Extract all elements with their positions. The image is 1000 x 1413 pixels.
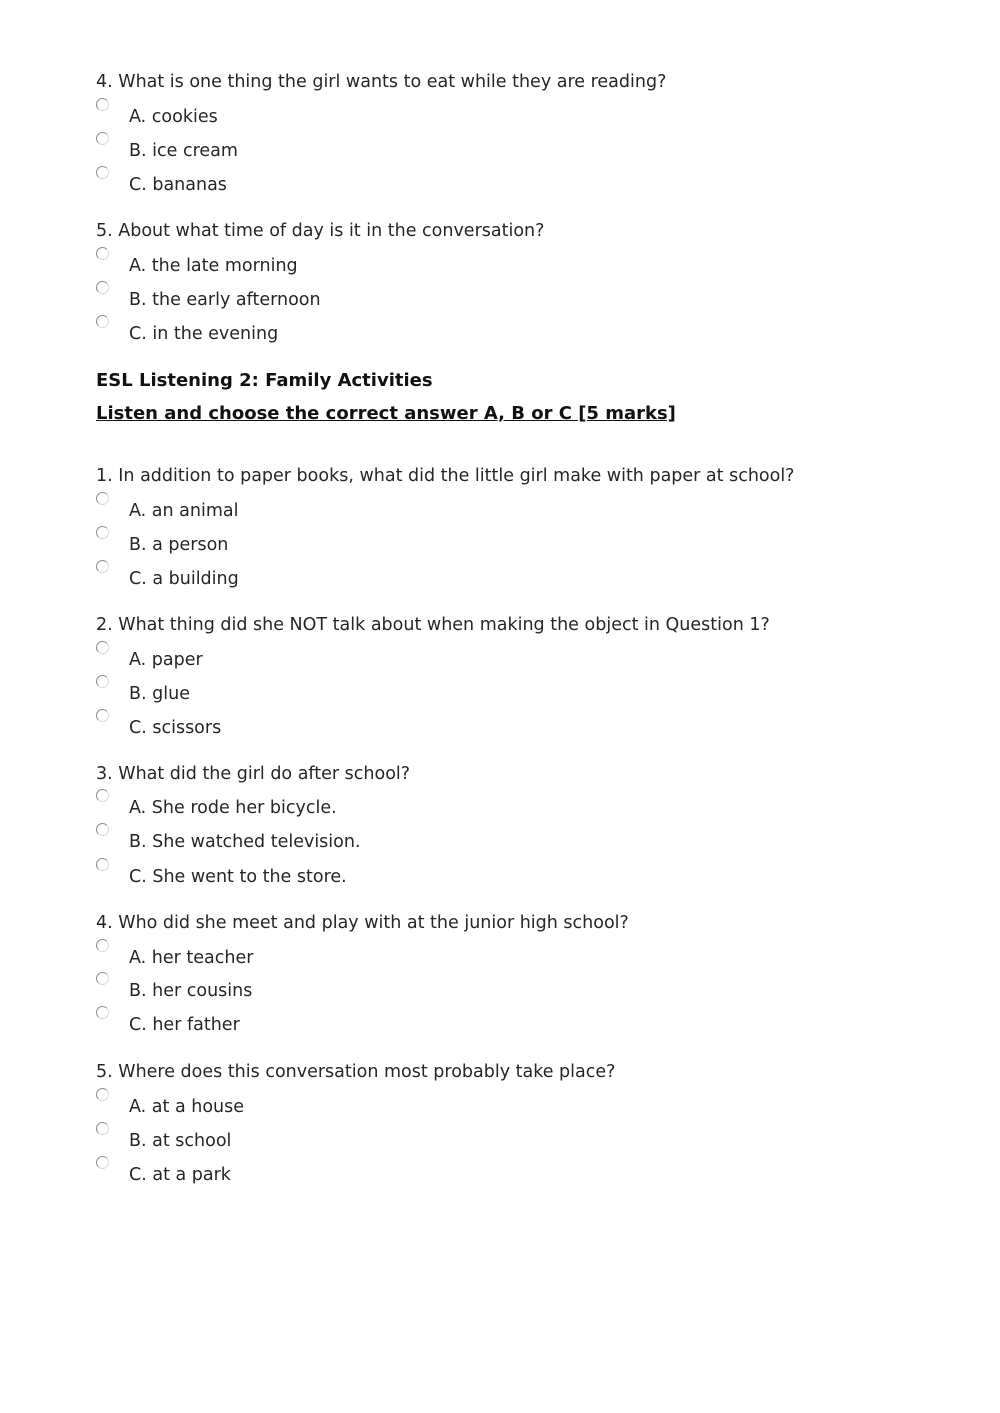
option-label: B. glue xyxy=(129,684,190,704)
radio-button[interactable] xyxy=(96,560,109,573)
radio-button[interactable] xyxy=(96,939,109,952)
answer-option[interactable] xyxy=(96,1130,696,1156)
option-label: B. at school xyxy=(129,1131,232,1151)
question-text: 1. In addition to paper books, what did the little girl make with paper at school? xyxy=(96,466,795,486)
option-label: C. in the evening xyxy=(129,324,279,344)
answer-option[interactable] xyxy=(96,947,696,973)
answer-option[interactable] xyxy=(96,500,696,526)
question-text: 5. About what time of day is it in the conversation? xyxy=(96,221,545,241)
radio-button[interactable] xyxy=(96,789,109,802)
radio-button[interactable] xyxy=(96,492,109,505)
option-label: B. her cousins xyxy=(129,981,253,1001)
question-text: 4. Who did she meet and play with at the junior high school? xyxy=(96,913,629,933)
answer-option[interactable] xyxy=(96,323,696,349)
option-label: C. at a park xyxy=(129,1165,231,1185)
radio-button[interactable] xyxy=(96,1122,109,1135)
option-label: A. the late morning xyxy=(129,256,298,276)
radio-button[interactable] xyxy=(96,526,109,539)
question-text: 5. Where does this conversation most probably take place? xyxy=(96,1062,616,1082)
radio-button[interactable] xyxy=(96,315,109,328)
option-label: C. She went to the store. xyxy=(129,867,347,887)
radio-button[interactable] xyxy=(96,166,109,179)
answer-option[interactable] xyxy=(96,866,696,892)
option-label: B. a person xyxy=(129,535,229,555)
answer-option[interactable] xyxy=(96,1096,696,1122)
answer-option[interactable] xyxy=(96,534,696,560)
section-title: ESL Listening 2: Family Activities xyxy=(96,370,433,391)
answer-option[interactable] xyxy=(96,568,696,594)
radio-button[interactable] xyxy=(96,98,109,111)
radio-button[interactable] xyxy=(96,675,109,688)
option-label: B. the early afternoon xyxy=(129,290,321,310)
radio-button[interactable] xyxy=(96,641,109,654)
option-label: A. at a house xyxy=(129,1097,244,1117)
option-label: A. her teacher xyxy=(129,948,254,968)
option-label: B. She watched television. xyxy=(129,832,361,852)
radio-button[interactable] xyxy=(96,709,109,722)
radio-button[interactable] xyxy=(96,858,109,871)
answer-option[interactable] xyxy=(96,255,696,281)
radio-button[interactable] xyxy=(96,1088,109,1101)
radio-button[interactable] xyxy=(96,1006,109,1019)
option-label: C. a building xyxy=(129,569,239,589)
answer-option[interactable] xyxy=(96,106,696,132)
answer-option[interactable] xyxy=(96,1014,696,1040)
answer-option[interactable] xyxy=(96,289,696,315)
option-label: C. bananas xyxy=(129,175,227,195)
option-label: B. ice cream xyxy=(129,141,238,161)
answer-option[interactable] xyxy=(96,174,696,200)
answer-option[interactable] xyxy=(96,717,696,743)
answer-option[interactable] xyxy=(96,1164,696,1190)
answer-option[interactable] xyxy=(96,649,696,675)
option-label: A. cookies xyxy=(129,107,218,127)
question-text: 3. What did the girl do after school? xyxy=(96,764,411,784)
radio-button[interactable] xyxy=(96,281,109,294)
option-label: C. her father xyxy=(129,1015,240,1035)
option-label: A. paper xyxy=(129,650,203,670)
radio-button[interactable] xyxy=(96,132,109,145)
option-label: C. scissors xyxy=(129,718,222,738)
answer-option[interactable] xyxy=(96,980,696,1006)
answer-option[interactable] xyxy=(96,831,696,857)
radio-button[interactable] xyxy=(96,972,109,985)
radio-button[interactable] xyxy=(96,1156,109,1169)
option-label: A. an animal xyxy=(129,501,239,521)
question-text: 4. What is one thing the girl wants to eat while they are reading? xyxy=(96,72,667,92)
question-text: 2. What thing did she NOT talk about when making the object in Question 1? xyxy=(96,615,770,635)
option-label: A. She rode her bicycle. xyxy=(129,798,337,818)
section-instruction: Listen and choose the correct answer A, B or C [5 marks] xyxy=(96,403,676,424)
radio-button[interactable] xyxy=(96,247,109,260)
radio-button[interactable] xyxy=(96,823,109,836)
answer-option[interactable] xyxy=(96,140,696,166)
answer-option[interactable] xyxy=(96,683,696,709)
answer-option[interactable] xyxy=(96,797,696,823)
